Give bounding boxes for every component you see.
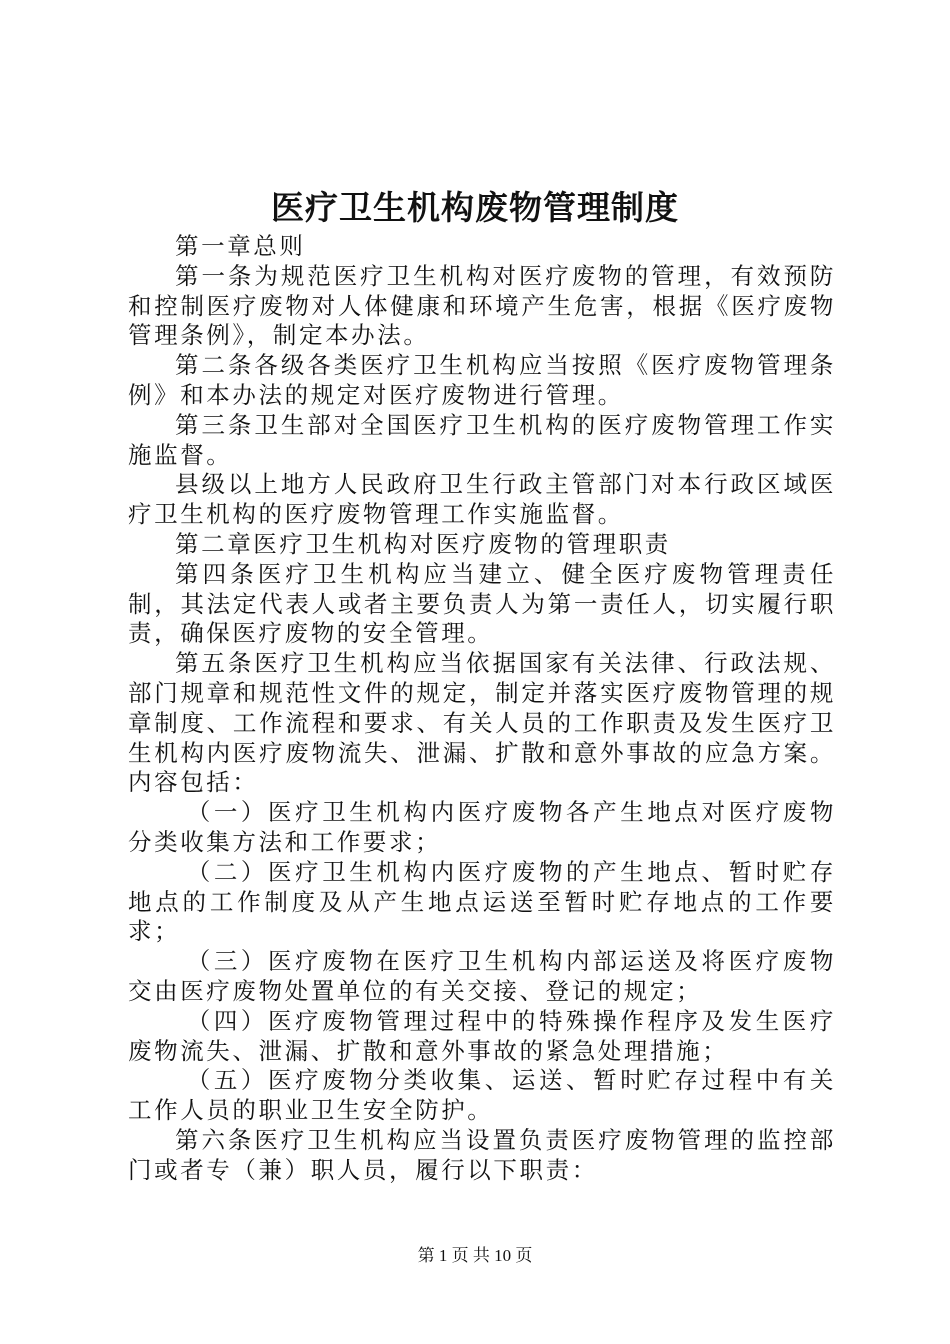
list-item: （五）医疗废物分类收集、运送、暂时贮存过程中有关工作人员的职业卫生安全防护。 <box>128 1066 836 1125</box>
article-paragraph: 第二条各级各类医疗卫生机构应当按照《医疗废物管理条例》和本办法的规定对医疗废物进行管理。 <box>128 351 836 409</box>
article-paragraph: 第五条医疗卫生机构应当依据国家有关法律、行政法规、部门规章和规范性文件的规定，制定并落实医疗废物管理的规章制度、工作流程和要求、有关人员的工作职责及发生医疗卫生机构内医疗废物流失、泄漏、扩散和意外事故的应急方案。内容包括： <box>128 649 836 797</box>
chapter-heading: 第二章医疗卫生机构对医疗废物的管理职责 <box>175 529 671 558</box>
page-footer: 第 1 页 共 10 页 <box>417 1246 533 1265</box>
article-paragraph: 第四条医疗卫生机构应当建立、健全医疗废物管理责任制，其法定代表人或者主要负责人为第一责任人，切实履行职责，确保医疗废物的安全管理。 <box>128 559 836 648</box>
list-item: （三）医疗废物在医疗卫生机构内部运送及将医疗废物交由医疗废物处置单位的有关交接、登记的规定； <box>128 947 836 1005</box>
list-item: （四）医疗废物管理过程中的特殊操作程序及发生医疗废物流失、泄漏、扩散和意外事故的紧急处理措施； <box>128 1006 836 1065</box>
article-paragraph: 县级以上地方人民政府卫生行政主管部门对本行政区域医疗卫生机构的医疗废物管理工作实施监督。 <box>128 470 836 529</box>
document-title: 医疗卫生机构废物管理制度 <box>271 188 679 227</box>
chapter-heading: 第一章总则 <box>175 232 306 260</box>
article-paragraph: 第一条为规范医疗卫生机构对医疗废物的管理，有效预防和控制医疗废物对人体健康和环境产生危害，根据《医疗废物管理条例》，制定本办法。 <box>128 261 836 350</box>
article-paragraph: 第三条卫生部对全国医疗卫生机构的医疗废物管理工作实施监督。 <box>128 410 836 469</box>
list-item: （一）医疗卫生机构内医疗废物各产生地点对医疗废物分类收集方法和工作要求； <box>128 798 836 856</box>
document-body <box>128 232 836 1186</box>
article-paragraph: 第六条医疗卫生机构应当设置负责医疗废物管理的监控部门或者专（兼）职人员，履行以下职责： <box>128 1125 836 1184</box>
list-item: （二）医疗卫生机构内医疗废物的产生地点、暂时贮存地点的工作制度及从产生地点运送至暂时贮存地点的工作要求； <box>128 857 836 946</box>
